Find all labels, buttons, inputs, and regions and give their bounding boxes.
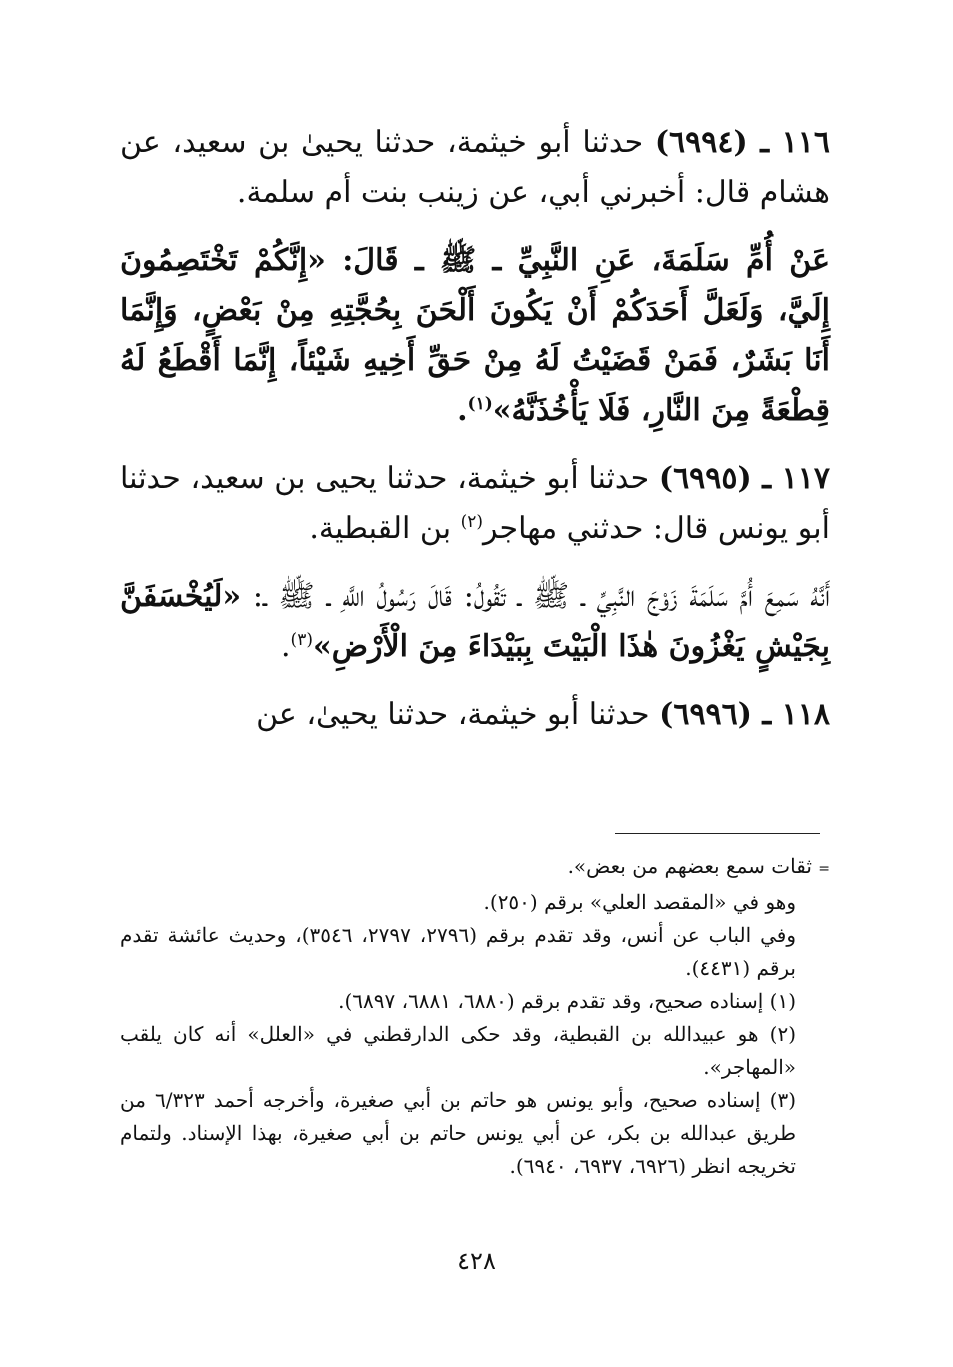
- matn-intro: أَنَّهُ سَمِعَ أُمَّ سَلَمَةَ زَوْجَ النَّبِيِّ ـ ﷺ ـ تَقُولُ: قَالَ رَسُولُ اللَّهِ ـ ﷺ ـ:: [241, 579, 830, 614]
- hadith-117-matn: [120, 572, 830, 672]
- footnote-note-2: وفي الباب عن أنس، وقد تقدم برقم (٢٧٩٦، ٢٧٩٧، ٣٥٤٦)، وحديث عائشة تقدم برقم (٤٤٣١).: [120, 923, 796, 980]
- hadith-117-isnad: [120, 454, 830, 554]
- footnote-1: (١) إسناده صحيح، وقد تقدم برقم (٦٨٨٠، ٦٨٨١، ٦٨٩٧).: [338, 989, 796, 1013]
- matn-text: عَنْ أُمِّ سَلَمَةَ، عَنِ النَّبِيِّ ـ ﷺ ـ قَالَ: «إِنَّكُمْ تَخْتَصِمُونَ إِلَيَّ، وَلَعَلَّ أَحَدَكُمْ أَنْ يَكُونَ أَلْحَنَ بِحُجَّتِهِ مِنْ بَعْضٍ، وَإِنَّمَا أَنَا بَشَرٌ، فَمَنْ قَضَيْتُ لَهُ مِنْ حَقِّ أَخِيهِ شَيْئاً، إِنَّمَا أَقْطَعُ لَهُ قِطْعَةً مِنَ النَّارِ، فَلَا يَأْخُذَنَّهُ»: [120, 243, 830, 428]
- page-number: ٤٢٨: [457, 1247, 496, 1275]
- footnote-ref: (٣): [290, 630, 313, 650]
- footnote-note-1: وهو في «المقصد العلي» برقم (٢٥٠).: [483, 890, 796, 914]
- isnad-text: حدثنا أبو خيثمة، حدثنا يحيىٰ بن سعيد، عن هشام قال: أخبرني أبي، عن زينب بنت أم سلمة.: [120, 125, 830, 210]
- footnotes: [120, 850, 830, 1183]
- hadith-number: ١١٧ ـ (٦٩٩٥): [658, 461, 830, 496]
- isnad-text: حدثنا أبو خيثمة، حدثنا يحيىٰ، عن: [256, 697, 660, 732]
- footnote-3: (٣) إسناده صحيح، وأبو يونس هو حاتم بن أبي صغيرة، وأخرجه أحمد ٦/٣٢٣ من طريق عبدالله بن بكر، عن أبي يونس حاتم بن أبي صغيرة، بهذا الإسناد. ولتمام تخريجه انظر (٦٩٢٦، ٦٩٣٧، ٦٩٤٠).: [120, 1088, 797, 1178]
- continuation-text: ثقات سمع بعضهم من بعض».: [567, 854, 812, 878]
- matn-end: .: [281, 629, 291, 664]
- hadith-116-matn: [120, 236, 830, 436]
- hadith-number: ١١٦ ـ (٦٩٩٤): [654, 125, 830, 160]
- footnote-ref: (٢): [460, 512, 483, 532]
- footnote-divider: [615, 833, 820, 834]
- isnad-text-end: بن القبطية.: [309, 511, 461, 546]
- matn-quote: «لَيُخْسَفَنَّ بِجَيْشٍ يَغْزُونَ هٰذَا الْبَيْتَ بِبَيْدَاءَ مِنَ الْأَرْضِ»: [120, 579, 830, 664]
- continuation-mark: =: [818, 861, 830, 877]
- isnad-text: حدثنا أبو خيثمة، حدثنا يحيى بن سعيد، حدثنا أبو يونس قال: حدثني مهاجر: [120, 461, 830, 546]
- footnote-2: (٢) هو عبيدالله بن القبطية، وقد حكى الدارقطني في «العلل» أنه كان يلقب «المهاجر».: [120, 1022, 796, 1079]
- main-text: [120, 118, 830, 758]
- footnote-ref: (١): [467, 394, 493, 414]
- matn-end: .: [457, 393, 468, 428]
- footnote-continuation: [120, 850, 830, 886]
- hadith-116-isnad: [120, 118, 830, 218]
- hadith-number: ١١٨ ـ (٦٩٩٦): [659, 697, 830, 732]
- hadith-118-isnad: [120, 690, 830, 740]
